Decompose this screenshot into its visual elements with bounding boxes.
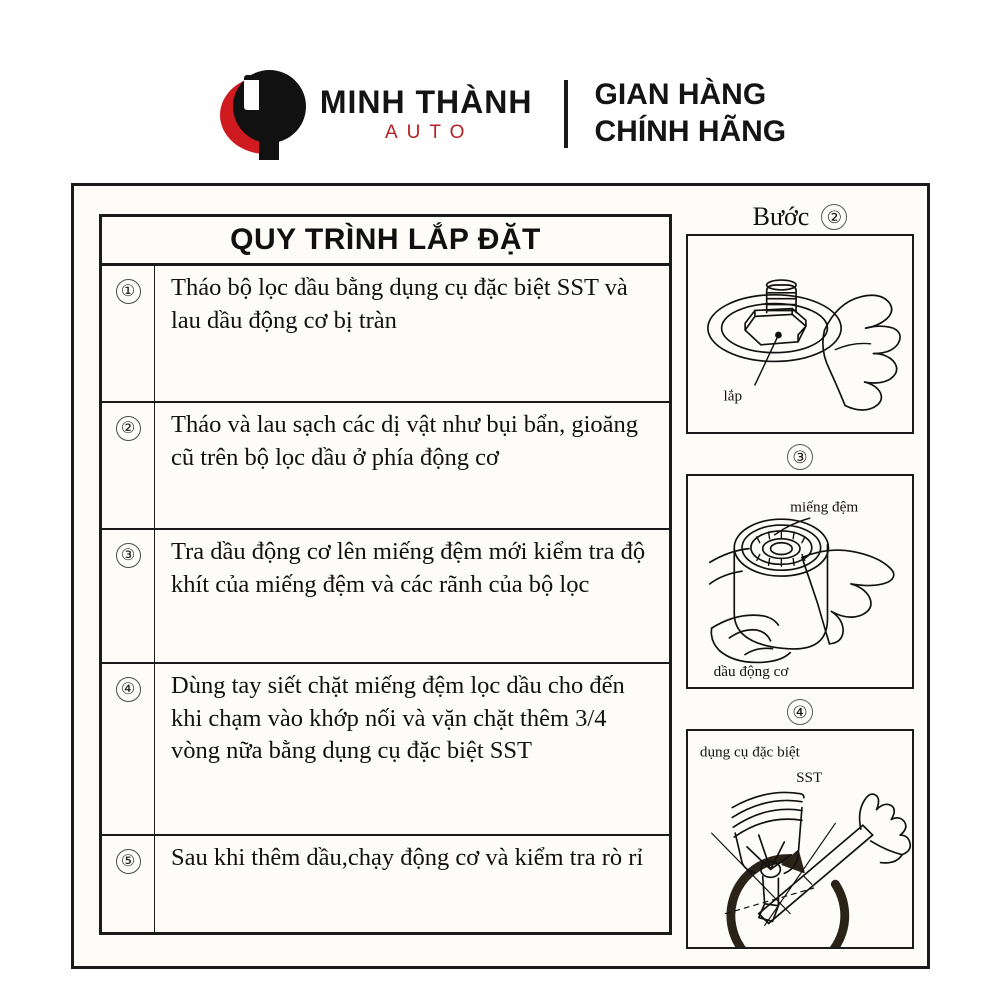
brand-header [0, 58, 1000, 170]
step-number-badge: ① [116, 279, 141, 304]
step-text: Tháo bộ lọc dầu bằng dụng cụ đặc biệt SST và lau dầu động cơ bị tràn [171, 274, 628, 334]
brand-name: MINH THÀNH [319, 84, 533, 120]
panel-2-heading [686, 200, 914, 234]
step-number-cell [102, 664, 155, 834]
brand-lockup [214, 66, 786, 162]
step-number-badge: ⑤ [116, 849, 141, 874]
table-row [102, 266, 669, 403]
illustration-label: lắp [723, 387, 743, 405]
panel-number-badge: ④ [787, 699, 813, 725]
illustration-label: miếng đệm [790, 498, 859, 516]
oil-drain-plug-hand-illustration-icon [686, 234, 914, 434]
instruction-frame [71, 183, 930, 969]
procedure-title-box [99, 214, 672, 266]
table-row [102, 664, 669, 836]
brand-subname: AUTO [384, 122, 474, 143]
brand-tagline [594, 77, 786, 150]
table-row [102, 403, 669, 530]
illustration-column [686, 200, 914, 945]
step-number-badge: ③ [116, 543, 141, 568]
oil-filter-gasket-hand-illustration-icon [686, 474, 914, 689]
tagline-line-2: CHÍNH HÃNG [594, 115, 787, 148]
step-text: Tra dầu động cơ lên miếng đệm mới kiểm tra độ khít của miếng đệm và các rãnh của bộ lọc [171, 538, 646, 598]
illustration-panel-2 [686, 200, 914, 434]
step-text: Dùng tay siết chặt miếng đệm lọc dầu cho đến khi chạm vào khớp nối và vặn chặt thêm 3/4 vòng nữa bằng dụng cụ đặc biệt SST [171, 672, 625, 765]
step-text: Sau khi thêm dầu,chạy động cơ và kiểm tra rò rỉ [171, 844, 644, 871]
logo-tee-notch-shape [244, 80, 259, 110]
step-text: Tháo và lau sạch các dị vật như bụi bẩn, gioăng cũ trên bộ lọc dầu ở phía động cơ [171, 411, 639, 471]
brand-wordmark [320, 86, 533, 142]
illustration-label: SST [796, 769, 823, 787]
table-row [102, 836, 669, 932]
illustration-label: dụng cụ đặc biệt [699, 743, 800, 761]
illustration-label: dầu động cơ [713, 663, 789, 681]
step-number-cell [102, 836, 155, 932]
step-number-cell [102, 266, 155, 401]
logo-tee-stem-shape [259, 80, 279, 160]
procedure-steps-list [99, 266, 672, 935]
step-number-cell [102, 530, 155, 662]
procedure-table [99, 214, 672, 944]
step-number-badge: ④ [116, 677, 141, 702]
panel-number-badge: ② [821, 204, 847, 230]
table-row [102, 530, 669, 664]
brand-divider [564, 80, 568, 148]
sst-wrench-tightening-illustration-icon [686, 729, 914, 949]
panel-number-badge: ③ [787, 444, 813, 470]
illustration-panel-4 [686, 695, 914, 949]
step-number-badge: ② [116, 416, 141, 441]
step-number-cell [102, 403, 155, 528]
panel-3-heading [686, 440, 914, 474]
panel-4-heading [686, 695, 914, 729]
step-word-label: Bước [752, 202, 810, 231]
page-title: QUY TRÌNH LẮP ĐẶT [230, 223, 541, 256]
illustration-panel-3 [686, 440, 914, 689]
minh-thanh-auto-logo-icon [214, 66, 310, 162]
tagline-line-1: GIAN HÀNG [594, 78, 767, 112]
